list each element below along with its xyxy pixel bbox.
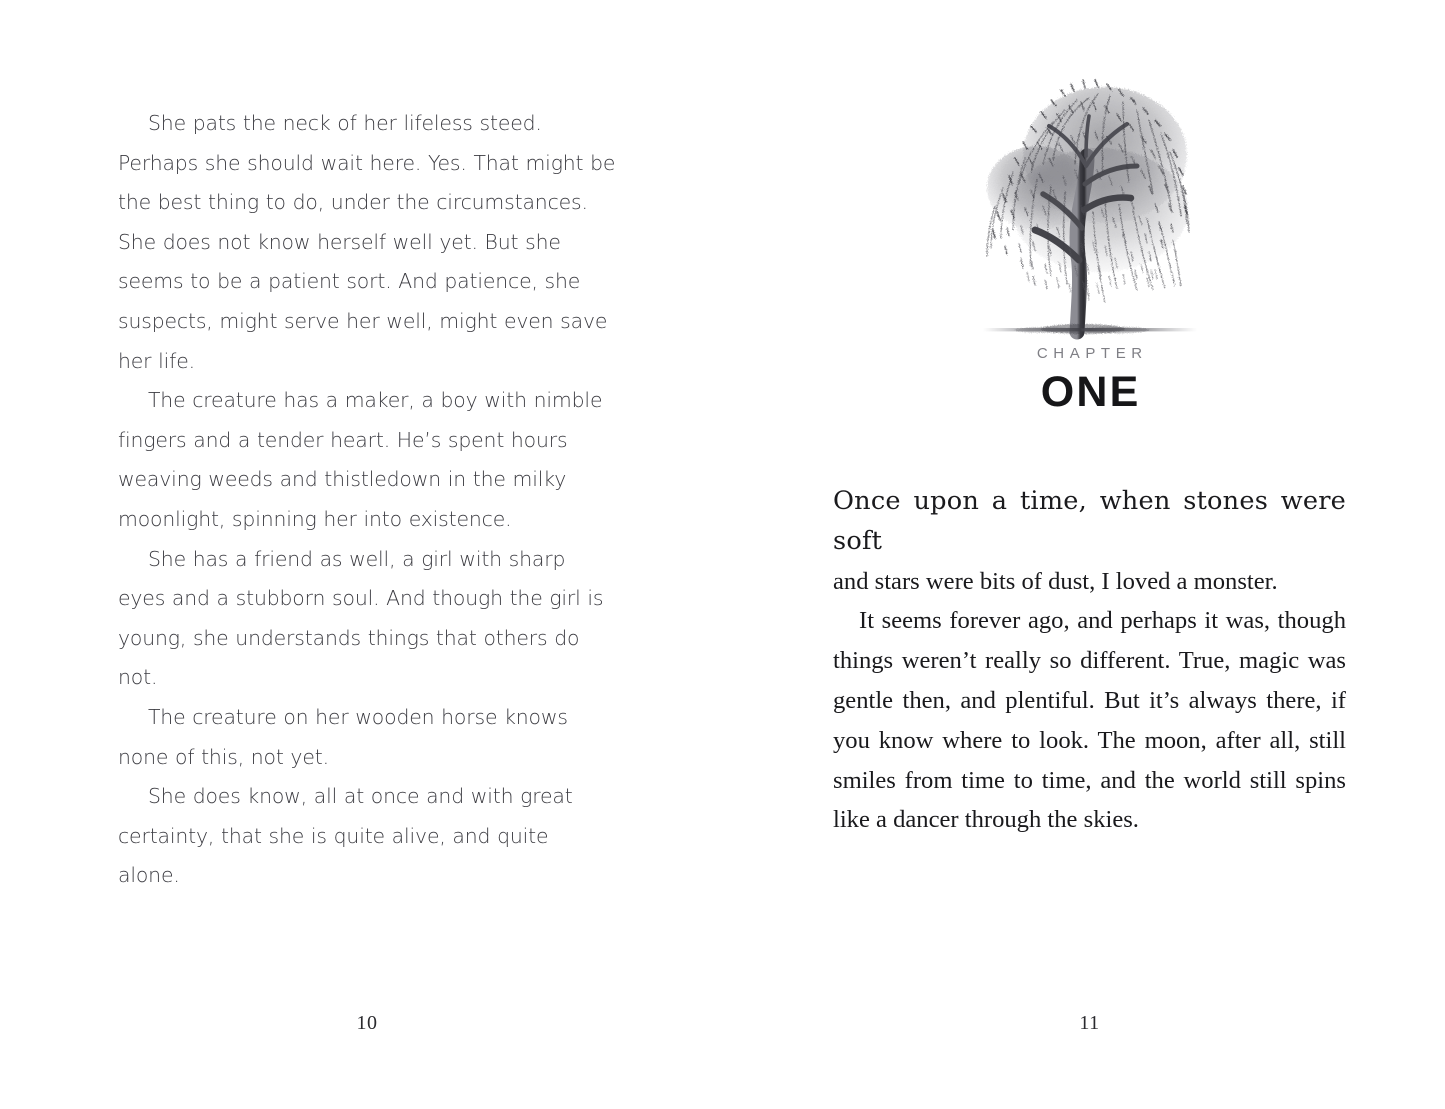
weeping-willow-tree-icon xyxy=(965,60,1215,342)
recto-paragraph: It seems forever ago, and perhaps it was, though things weren’t really so different. True, magic was gentle then, and plentiful. But it’s always there, if you know where to look. The moon, after all, still smiles from time to time, and the world still spins like a dancer through the skies. xyxy=(833,607,1346,834)
recto-page-text-column xyxy=(833,60,1346,840)
verso-paragraph: She pats the neck of her lifeless steed. Perhaps she should wait here. Yes. That might be the best thing to do, under the circumstances. She does not know herself well yet. But she seems to be a patient sort. And patience, she suspects, might serve her well, might even save her life. xyxy=(118,111,616,373)
verso-paragraph: She has a friend as well, a girl with sharp eyes and a stubborn soul. And though the girl is young, she understands things that others do not. xyxy=(118,546,604,690)
opening-display-line: Once upon a time, when stones were soft xyxy=(833,486,1346,556)
chapter-heading xyxy=(833,344,1346,418)
chapter-label: CHAPTER xyxy=(1036,345,1148,362)
verso-paragraph: The creature has a maker, a boy with nimble fingers and a tender heart. He’s spent hours weaving weeds and thistledown in the milky moonlight, spinning her into existence. xyxy=(118,388,603,531)
opening-paragraph-remainder: and stars were bits of dust, I loved a monster. xyxy=(833,567,1278,595)
page-number-verso: 10 xyxy=(356,1012,378,1034)
recto-opening-paragraph xyxy=(833,482,1346,601)
verso-paragraph: The creature on her wooden horse knows none of this, not yet. xyxy=(118,704,568,769)
chapter-number: ONE xyxy=(1040,368,1141,416)
chapter-illustration-block xyxy=(833,60,1346,342)
page-number-recto: 11 xyxy=(1079,1012,1100,1034)
recto-body-copy xyxy=(833,482,1346,840)
verso-page-text-column xyxy=(118,104,616,896)
verso-paragraph: She does know, all at once and with great certainty, that she is quite alive, and quite alone. xyxy=(118,784,573,888)
